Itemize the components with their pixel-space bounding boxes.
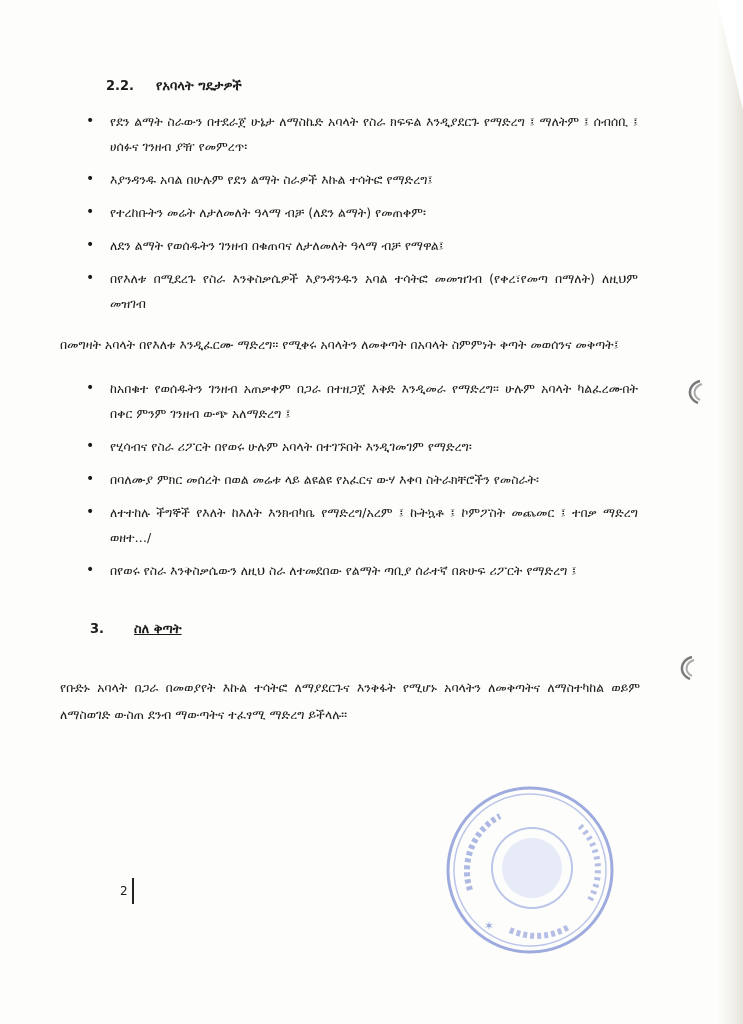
page-edge-shadow xyxy=(719,0,743,1024)
body-paragraph: የቡድኑ አባላት በጋራ በመወያየት እኩል ተሳትፎ ለማያደርጉና እንቅፋት የሚሆኑ አባላትን ለመቅጣትና ለማስተካከል ወይም ለማስወገድ ውስጠ ደንብ ማውጣትና ተፈፃሚ ማድረግ ይችላሉ፡፡ xyxy=(60,679,640,722)
section-title: የአባላት ግዴታዎች xyxy=(155,79,242,94)
list-item: • በየወሩ የስራ እንቅስቃሴውን ለዚህ ስራ ለተመደበው የልማት ጣቢያ ሰራተኛ በጽሁፍ ሪፖርት የማድረግ ፤ xyxy=(86,558,638,583)
bullet-icon: • xyxy=(86,113,95,129)
folded-corner xyxy=(717,0,743,110)
actions-list xyxy=(86,376,638,591)
section-number: 3. xyxy=(90,622,104,637)
section-title: ስለ ቅጣት xyxy=(133,622,182,637)
official-stamp xyxy=(440,780,620,960)
list-item: • ለደን ልማት የወሰዱትን ገንዘብ በቁጠባና ለታለመለት ዓላማ ብቻ የማዋል፤ xyxy=(86,233,638,258)
list-item: • ለተተከሉ ችግኞች የእለት ከእለት እንክብካቤ የማድረግ/አረም ፤ ኩትኳቶ ፤ ኮምፖስት መጨመር ፤ ተበቃ ማድረግ ወዘተ…/ xyxy=(86,500,638,550)
list-item: • የሂሳብና የስራ ሪፖርት በየወሩ ሁሉም አባላት በተገኙበት እንዲገመገም የማድረግ፡ xyxy=(86,434,638,459)
list-item: • የደን ልማት ስራውን በተደራጀ ሁኔታ ለማስኬድ አባላት የስራ ክፍፍል እንዲያደርጉ የማድረግ ፤ ማለትም ፤ ሰብሰቢ ፤ ሀሰፉና ገንዘብ ያዥ የመምረጥ፡ xyxy=(86,109,638,159)
bullet-icon: • xyxy=(86,438,95,454)
bullet-icon: • xyxy=(86,204,95,220)
bullet-icon: • xyxy=(86,380,95,396)
list-item: • በየእለቱ በሚደረጉ የስራ እንቅስቃሴዎች እያንዳንዱን አባል ተሳትፎ መመዝገብ (የቀረ፣የመጣ በማለት) ለዚህም መዝገብ xyxy=(86,266,638,316)
punch-hole-icon xyxy=(672,654,698,682)
section-3-heading xyxy=(90,622,182,637)
bullet-icon: • xyxy=(86,270,95,286)
svg-text:✶: ✶ xyxy=(484,919,495,933)
body-paragraph: በመግዛት አባላት በየእለቱ እንዲፈርሙ ማድረግ፡፡ የሚቀሩ አባላትን ለመቅጣት በአባላት ስምምነት ቅጣት መወሰንና መቅጣት፤ xyxy=(60,336,619,352)
bullet-icon: • xyxy=(86,471,95,487)
punch-hole-icon xyxy=(680,378,706,406)
list-item: • ከአበቁተ የወሰዱትን ገንዘብ አጠቃቀም በጋራ በተዘጋጀ እቅድ እንዲመራ የማድረግ፡፡ ሁሉም አባላት ካልፈረሙበት በቀር ምንም ገንዘብ ውጭ አለማድረግ ፤ xyxy=(86,376,638,426)
page-number: 2 xyxy=(120,878,138,904)
bullet-icon: • xyxy=(86,237,95,253)
bullet-icon: • xyxy=(86,504,95,520)
list-item: • የተረከቡትን መሬት ለታለመለት ዓላማ ብቻ (ለደን ልማት) የመጠቀም፡ xyxy=(86,200,638,225)
list-item: • እያንዳንዱ አባል በሁሉም የደን ልማት ስራዎች እኩል ተሳትፎ የማድረግ፤ xyxy=(86,167,638,192)
bullet-icon: • xyxy=(86,171,95,187)
bullet-icon: • xyxy=(86,562,95,578)
brace-mark xyxy=(132,878,138,904)
section-2-2-heading xyxy=(106,79,242,94)
list-item: • በባለሙያ ምክር መሰረት በወል መሬቱ ላይ ልዩልዩ የአፈርና ውሃ እቀባ ስትራክቸሮችን የመስራት፡ xyxy=(86,467,638,492)
duties-list xyxy=(86,109,638,324)
section-number: 2.2. xyxy=(106,79,134,94)
